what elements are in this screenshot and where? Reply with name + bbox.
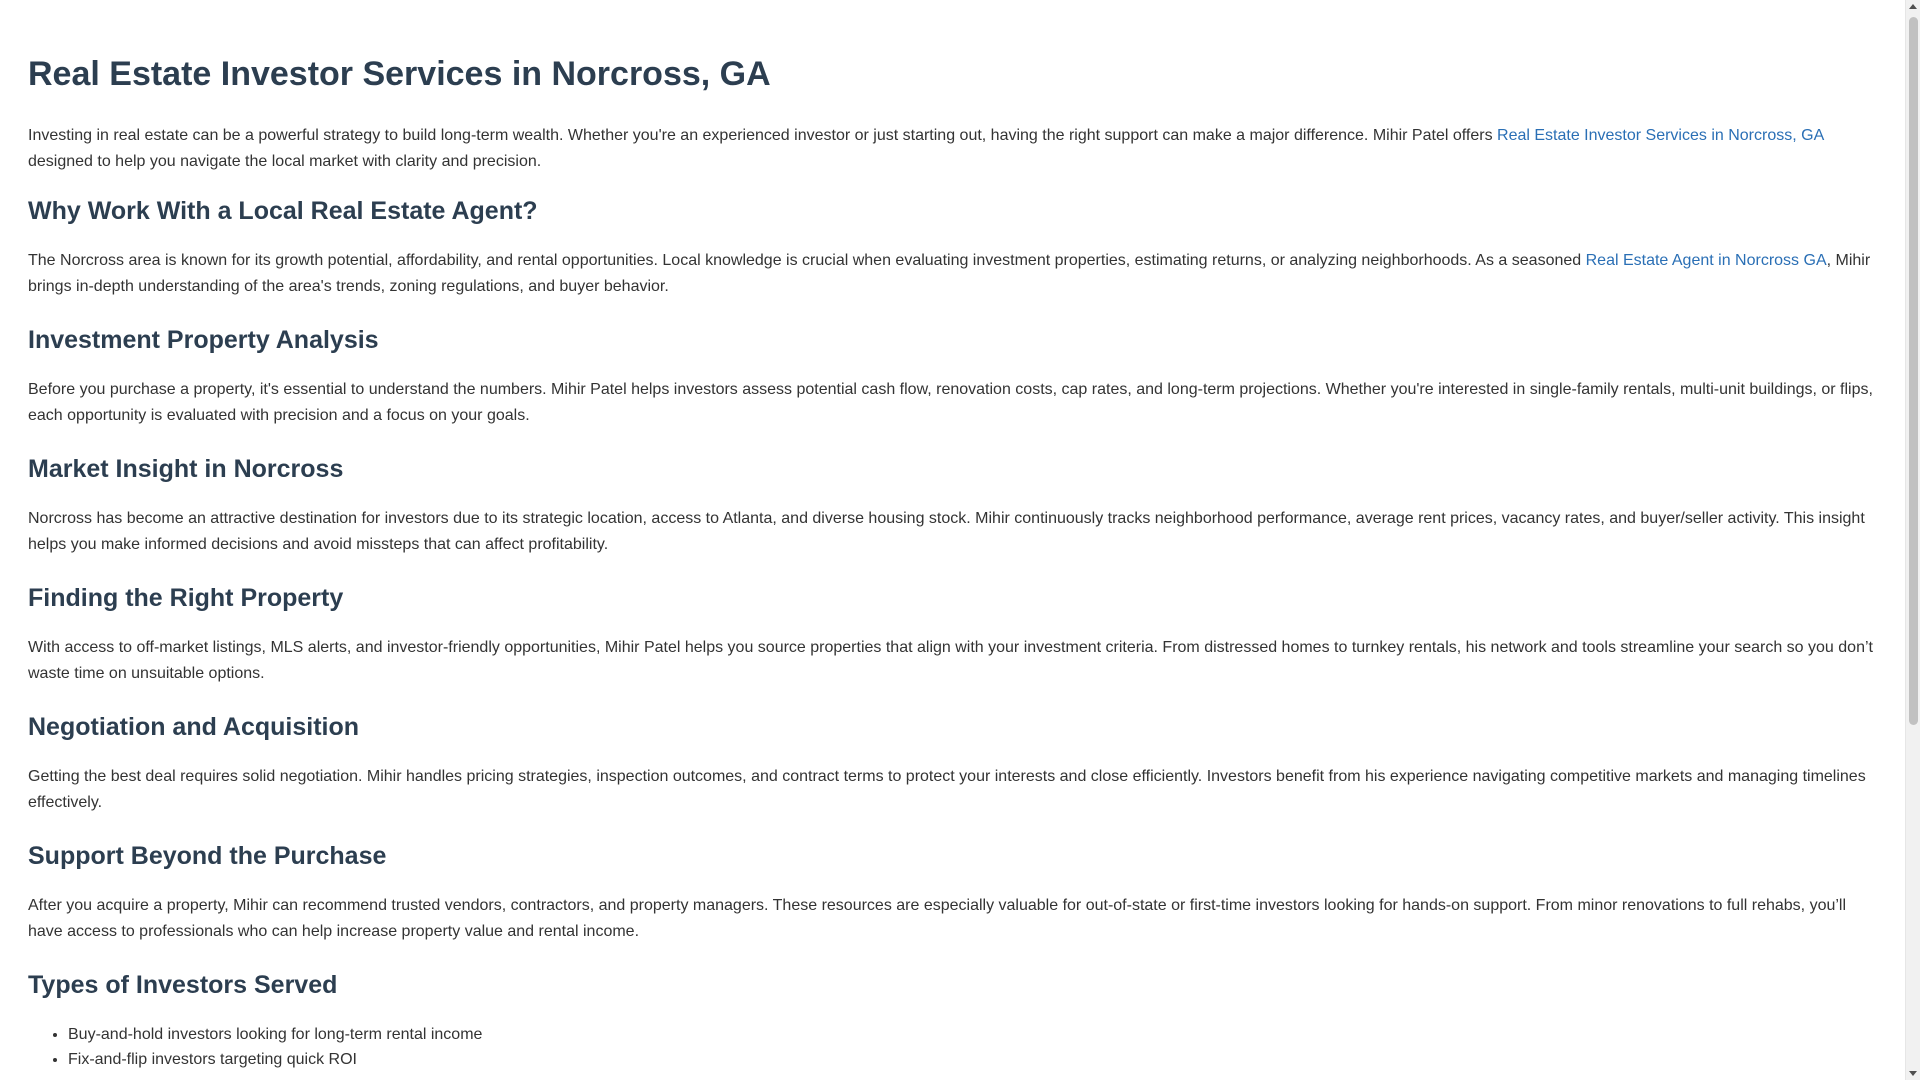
list-item: • Buy-and-hold investors looking for long-term rental income (68, 1022, 1880, 1047)
section-paragraph-negotiation: Getting the best deal requires solid negotiation. Mihir handles pricing strategies, inspection outcomes, and contract terms to protect your interests and close efficiently. Investors benefit from his experience navigating competitive markets and managing timelines effectively. (28, 768, 1866, 811)
scroll-down-arrow-icon[interactable] (1909, 1071, 1917, 1076)
section-heading-support: Support Beyond the Purchase (28, 842, 387, 870)
scroll-up-arrow-icon[interactable] (1909, 4, 1917, 9)
investor-services-link[interactable]: Real Estate Investor Services in Norcross, GA (1497, 127, 1824, 144)
section-heading-finding-property: Finding the Right Property (28, 584, 344, 612)
section-heading-local-agent: Why Work With a Local Real Estate Agent? (28, 197, 538, 225)
intro-text-end: designed to help you navigate the local market with clarity and precision. (28, 153, 542, 170)
list-item: • Fix-and-flip investors targeting quick ROI (68, 1047, 1880, 1072)
section-paragraph-finding-property: With access to off-market listings, MLS alerts, and investor-friendly opportunities, Mihir Patel helps you source properties that align with your investment criteria. From distressed homes to turnkey rentals, his network and tools streamline your search so you don’t waste time on unsuitable options. (28, 639, 1873, 682)
real-estate-agent-link[interactable]: Real Estate Agent in Norcross GA (1585, 252, 1827, 269)
section-paragraph-analysis: Before you purchase a property, it's essential to understand the numbers. Mihir Patel helps investors assess potential cash flow, renovation costs, cap rates, and long-term projections. Whether you're interested in single-family rentals, multi-unit buildings, or flips, each opportunity is evaluated with precision and a focus on your goals. (28, 381, 1873, 424)
section-paragraph-local-agent (28, 248, 1880, 300)
section-paragraph-market-insight: Norcross has become an attractive destination for investors due to its strategic location, access to Atlanta, and diverse housing stock. Mihir continuously tracks neighborhood performance, average rent prices, vacancy rates, and buyer/seller activity. This insight helps you make informed decisions and avoid missteps that can affect profitability. (28, 510, 1865, 553)
page-title: Real Estate Investor Services in Norcross, GA (28, 55, 771, 93)
section-heading-investor-types: Types of Investors Served (28, 971, 338, 999)
article-content (28, 0, 1880, 1072)
section-paragraph-support: After you acquire a property, Mihir can recommend trusted vendors, contractors, and property managers. These resources are especially valuable for out-of-state or first-time investors looking for hands-on support. From minor renovations to full rehabs, you’ll have access to professionals who can help increase property value and rental income. (28, 897, 1847, 940)
investor-types-list (28, 1022, 1880, 1072)
scrollbar-thumb[interactable] (1909, 17, 1918, 725)
vertical-scrollbar[interactable] (1905, 0, 1920, 1080)
section-heading-negotiation: Negotiation and Acquisition (28, 713, 360, 741)
local-agent-text-end: , Mihir brings in-depth understanding of the area's trends, zoning regulations, and buyer behavior. (28, 252, 1871, 295)
section-heading-market-insight: Market Insight in Norcross (28, 455, 344, 483)
intro-text: Investing in real estate can be a powerful strategy to build long-term wealth. Whether you're an experienced investor or just starting out, having the right support can make a major difference. Mihir Patel offers (28, 127, 1498, 144)
intro-paragraph (28, 123, 1880, 175)
local-agent-text: The Norcross area is known for its growth potential, affordability, and rental opportunities. Local knowledge is crucial when evaluating investment properties, estimating returns, or analyzing neighborhoods. As a seasoned (28, 252, 1586, 269)
section-heading-analysis: Investment Property Analysis (28, 326, 379, 354)
